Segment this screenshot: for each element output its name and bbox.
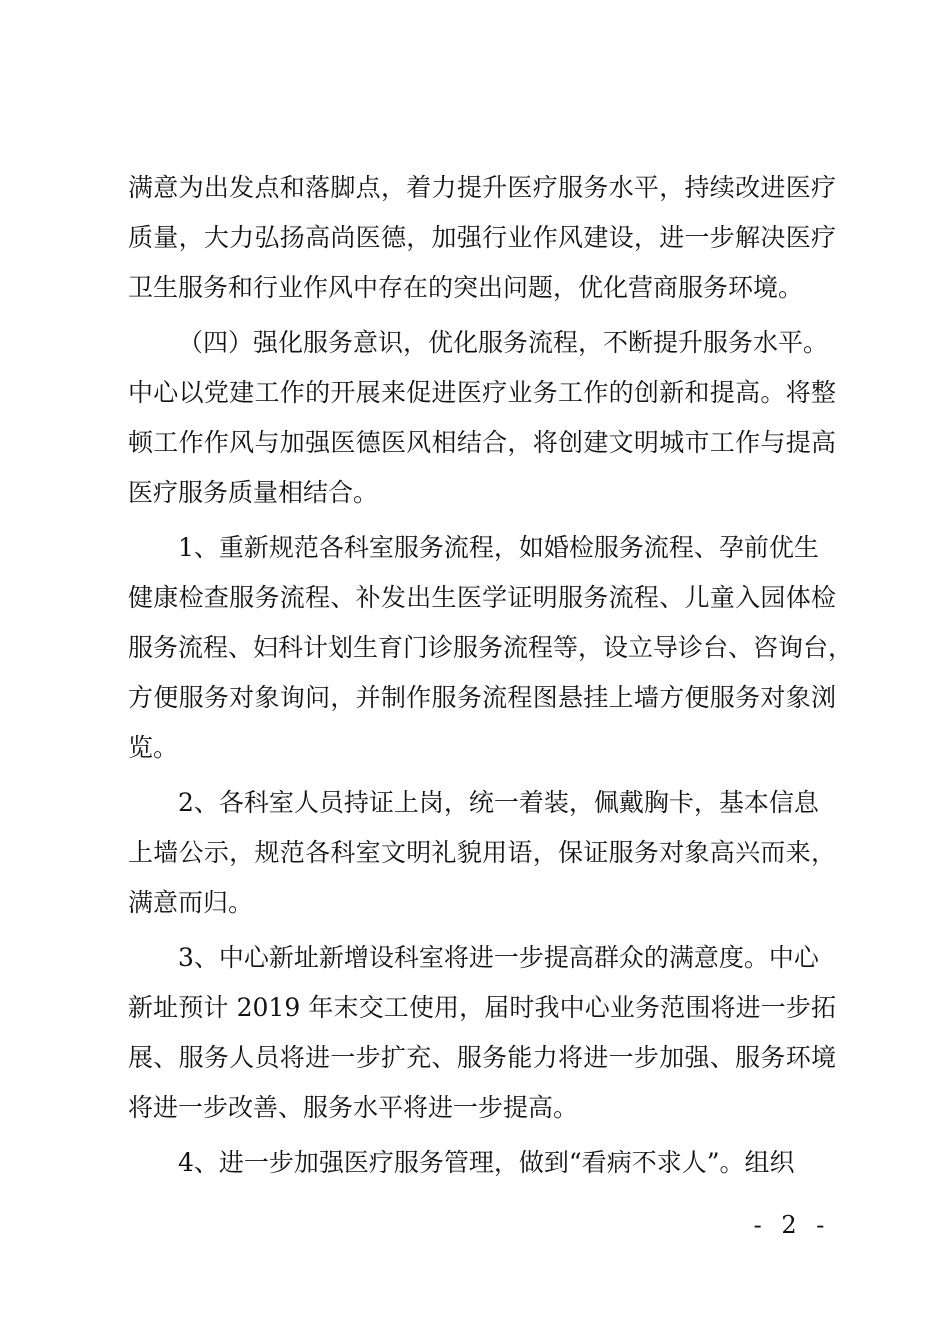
text-line: 将进一步改善、服务水平将进一步提高。	[128, 1093, 579, 1122]
body-text	[128, 163, 854, 1188]
text-line: 方便服务对象询问，并制作服务流程图悬挂上墙方便服务对象浏	[128, 683, 836, 712]
text-line: 卫生服务和行业作风中存在的突出问题，优化营商服务环境。	[128, 273, 804, 302]
list-item-3-start: 3、中心新址新增设科室将进一步提高群众的满意度。中心	[178, 943, 819, 972]
list-item-1-start: 1、重新规范各科室服务流程，如婚检服务流程、孕前优生	[178, 533, 819, 562]
text-line: 展、服务人员将进一步扩充、服务能力将进一步加强、服务环境	[128, 1043, 836, 1072]
text-line: 新址预计 2019 年末交工使用，届时我中心业务范围将进一步拓	[128, 993, 836, 1022]
list-item-4-start: 4、进一步加强医疗服务管理，做到“看病不求人”。组织	[178, 1148, 795, 1177]
text-line: 满意而归。	[128, 888, 254, 917]
text-line: 健康检查服务流程、补发出生医学证明服务流程、儿童入园体检	[128, 583, 836, 612]
text-line: 上墙公示，规范各科室文明礼貌用语，保证服务对象高兴而来，	[128, 838, 836, 867]
text-line: 满意为出发点和落脚点，着力提升医疗服务水平，持续改进医疗	[128, 173, 836, 202]
text-line: 质量，大力弘扬高尚医德，加强行业作风建设，进一步解决医疗	[128, 223, 836, 252]
text-line: 中心以党建工作的开展来促进医疗业务工作的创新和提高。将整	[128, 378, 836, 407]
text-line: 览。	[128, 733, 179, 762]
page-number: - 2 -	[753, 1211, 831, 1239]
text-line: 医疗服务质量相结合。	[128, 478, 379, 507]
text-line: 顿工作作风与加强医德医风相结合，将创建文明城市工作与提高	[128, 428, 836, 457]
list-item-2-start: 2、各科室人员持证上岗，统一着装，佩戴胸卡，基本信息	[178, 788, 819, 817]
text-line: 服务流程、妇科计划生育门诊服务流程等，设立导诊台、咨询台，	[128, 633, 854, 662]
section-heading: （四）强化服务意识，优化服务流程，不断提升服务水平。	[178, 328, 829, 357]
